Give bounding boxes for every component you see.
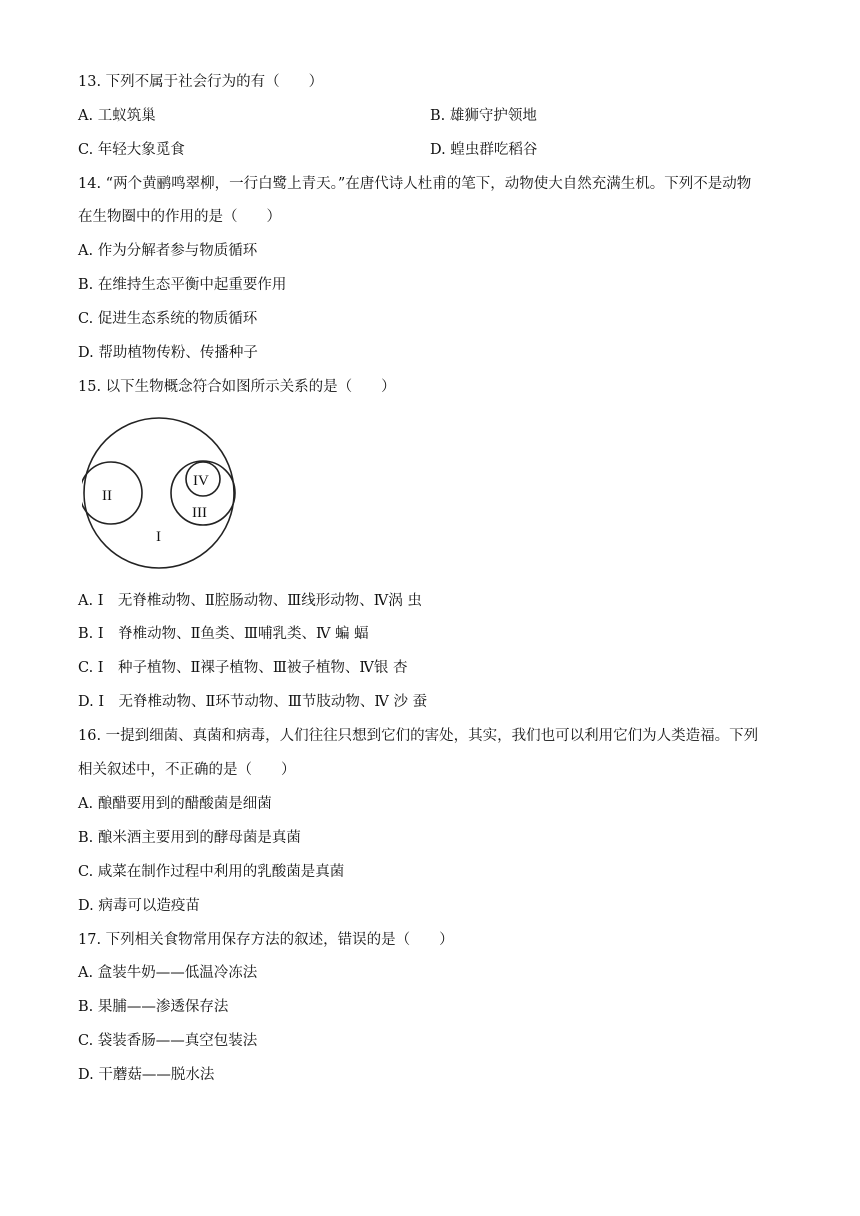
q16-option-d: D. 病毒可以造疫苗: [78, 898, 200, 914]
q15-option-a: A. I 无脊椎动物、Ⅱ腔肠动物、Ⅲ线形动物、Ⅳ涡 虫: [78, 593, 422, 609]
label-IV: IV: [193, 473, 209, 489]
question-13-stem: 13. 下列不属于社会行为的有（ ）: [78, 74, 324, 90]
q13-option-d: D. 蝗虫群吃稻谷: [430, 142, 538, 158]
question-16-stem-line-2: 相关叙述中，不正确的是（ ）: [78, 762, 296, 778]
circle-II: [82, 462, 142, 524]
q16-option-a: A. 酿醋要用到的醋酸菌是细菌: [78, 796, 272, 812]
label-I: I: [156, 529, 161, 545]
question-14-stem-line-2: 在生物圈中的作用的是（ ）: [78, 209, 281, 225]
question-14-stem-line-1: 14. “两个黄鹂鸣翠柳，一行白鹭上青天。”在唐代诗人杜甫的笔下，动物使大自然充满生机。下列不是动物: [78, 176, 752, 192]
question-17-stem: 17. 下列相关食物常用保存方法的叙述，错误的是（ ）: [78, 932, 454, 948]
q16-option-b: B. 酿米酒主要用到的酵母菌是真菌: [78, 830, 301, 846]
q17-option-b: B. 果脯——渗透保存法: [78, 999, 229, 1015]
q14-option-d: D. 帮助植物传粉、传播种子: [78, 345, 258, 361]
q13-option-b: B. 雄狮守护领地: [430, 108, 537, 124]
q15-option-b: B. I 脊椎动物、Ⅱ鱼类、Ⅲ哺乳类、Ⅳ 蝙 蝠: [78, 626, 369, 642]
q17-option-d: D. 干蘑菇——脱水法: [78, 1067, 215, 1083]
q16-option-c: C. 咸菜在制作过程中利用的乳酸菌是真菌: [78, 864, 345, 880]
q15-option-d: D. I 无脊椎动物、Ⅱ环节动物、Ⅲ节肢动物、Ⅳ 沙 蚕: [78, 694, 428, 710]
label-II: II: [102, 488, 112, 504]
q14-option-c: C. 促进生态系统的物质循环: [78, 311, 258, 327]
concept-venn-diagram: [82, 414, 240, 574]
q14-option-b: B. 在维持生态平衡中起重要作用: [78, 277, 287, 293]
label-III: III: [192, 505, 207, 521]
q15-option-c: C. I 种子植物、Ⅱ裸子植物、Ⅲ被子植物、Ⅳ银 杏: [78, 660, 408, 676]
q13-option-a: A. 工蚁筑巢: [78, 108, 156, 124]
question-16-stem-line-1: 16. 一提到细菌、真菌和病毒，人们往往只想到它们的害处，其实，我们也可以利用它们为人类造福。下列: [78, 728, 759, 744]
q13-option-c: C. 年轻大象觅食: [78, 142, 185, 158]
q17-option-a: A. 盒装牛奶——低温冷冻法: [78, 965, 258, 981]
q14-option-a: A. 作为分解者参与物质循环: [78, 243, 258, 259]
question-15-stem: 15. 以下生物概念符合如图所示关系的是（ ）: [78, 379, 396, 395]
q17-option-c: C. 袋装香肠——真空包装法: [78, 1033, 258, 1049]
